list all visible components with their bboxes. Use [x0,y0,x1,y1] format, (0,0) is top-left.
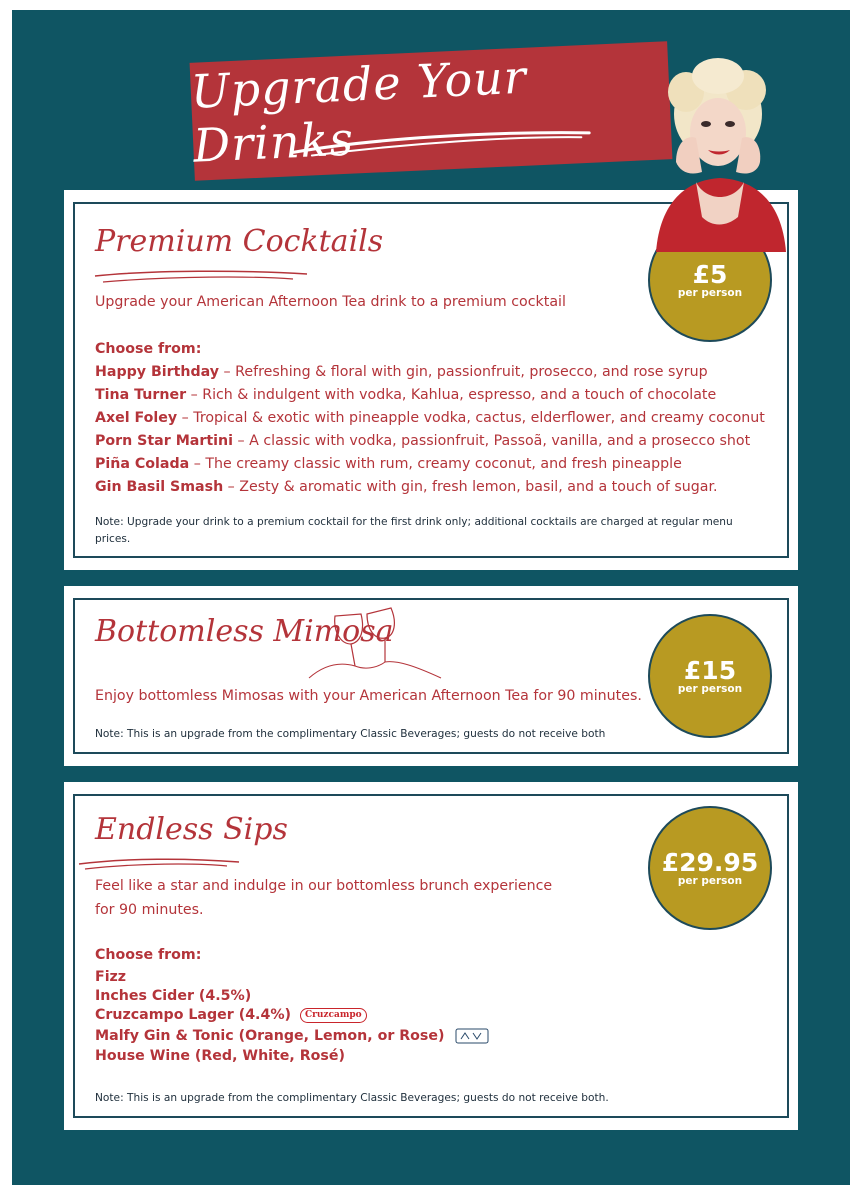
cruzcampo-logo: Cruzcampo [300,1008,367,1023]
endless-note: Note: This is an upgrade from the complimentary Classic Beverages; guests do not receive both. [95,1092,609,1104]
portrait-illustration [646,52,794,252]
price-amount: £5 [692,259,728,289]
malfy-logo-icon [453,1025,491,1047]
price-amount: £29.95 [661,847,759,877]
section-title-premium: Premium Cocktails [95,224,384,259]
cocktail-item: Tina Turner – Rich & indulgent with vodka, Kahlua, espresso, and a touch of chocolate [95,387,717,403]
mimosa-note: Note: This is an upgrade from the complimentary Classic Beverages; guests do not receive both [95,728,606,740]
title-banner [190,41,673,181]
endless-intro-line1: Feel like a star and indulge in our bottomless brunch experience [95,878,553,894]
cocktail-item: Porn Star Martini – A classic with vodka, passionfruit, Passoã, vanilla, and a prosecco shot [95,433,751,449]
cocktail-item: Happy Birthday – Refreshing & floral with gin, passionfruit, prosecco, and rose syrup [95,364,708,380]
drink-item: Cruzcampo Lager (4.4%) Cruzcampo [95,1006,491,1025]
endless-sips-card [64,782,798,1130]
cocktail-item: Axel Foley – Tropical & exotic with pineapple vodka, cactus, elderflower, and creamy coconut [95,410,765,426]
premium-intro: Upgrade your American Afternoon Tea drink to a premium cocktail [95,294,566,310]
cocktail-item: Gin Basil Smash – Zesty & aromatic with gin, fresh lemon, basil, and a touch of sugar. [95,479,718,495]
page-title: Upgrade Your Drinks [189,49,528,173]
cocktail-list [95,361,779,499]
scribble-underline-icon [77,854,241,872]
drink-item: Malfy Gin & Tonic (Orange, Lemon, or Rose) [95,1025,491,1047]
price-badge-mimosa [648,614,772,738]
price-per: per person [677,286,743,299]
section-title-endless: Endless Sips [95,812,288,847]
premium-choose-label: Choose from: [95,341,202,357]
price-badge-endless [648,806,772,930]
endless-intro-line2: for 90 minutes. [95,902,204,918]
mimosa-intro: Enjoy bottomless Mimosas with your American Afternoon Tea for 90 minutes. [95,688,642,704]
price-amount: £15 [683,655,737,685]
bottomless-mimosa-card [64,586,798,766]
price-per: per person [677,682,743,695]
price-per: per person [677,874,743,887]
scribble-underline-icon [93,266,309,286]
section-title-mimosa: Bottomless Mimosa [95,614,394,649]
cocktail-item: Piña Colada – The creamy classic with rum, creamy coconut, and fresh pineapple [95,456,682,472]
drink-item: House Wine (Red, White, Rosé) [95,1048,345,1064]
drink-item: Inches Cider (4.5%) [95,988,252,1004]
toasting-glasses-icon [305,602,445,680]
drink-list [95,968,491,1066]
premium-note: Note: Upgrade your drink to a premium cocktail for the first drink only; additional cocktails are charged at regular menu prices. [95,516,733,545]
drink-item: Fizz [95,969,127,985]
endless-choose-label: Choose from: [95,947,202,963]
